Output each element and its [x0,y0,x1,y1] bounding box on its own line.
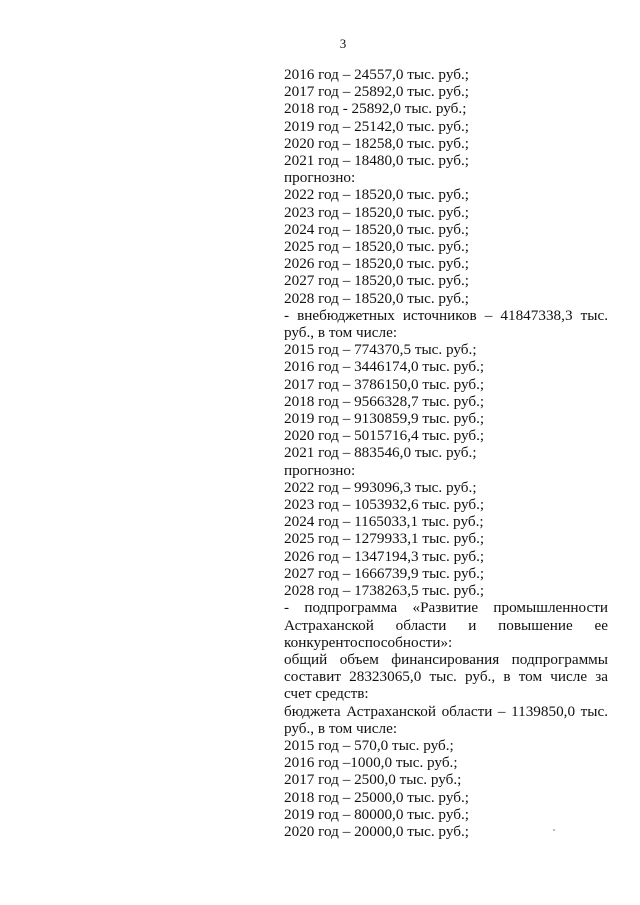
regional-budget-year-list [284,66,608,307]
list-item: 2024 год – 1165033,1 тыс. руб.; [284,513,484,531]
list-item: 2027 год – 1666739,9 тыс. руб.; [284,564,485,582]
list-item: 2016 год – 24557,0 тыс. руб.; [284,66,469,83]
list-item: 2026 год – 18520,0 тыс. руб.; [284,255,469,273]
list-item: 2019 год – 9130859,9 тыс. руб.; [284,410,485,428]
scan-speck [553,829,555,831]
forecast-label: прогнозно: [284,169,356,187]
list-item: 2015 год – 570,0 тыс. руб.; [284,736,454,754]
list-item: 2018 год – 25000,0 тыс. руб.; [284,788,469,806]
list-item: 2021 год – 18480,0 тыс. руб.; [284,152,469,170]
list-item: 2018 год - 25892,0 тыс. руб.; [284,100,467,118]
total-financing-paragraph: общий объем финансирования подпрограммы составит 28323065,0 тыс. руб., в том числе за счет средств: [284,650,608,703]
list-item: 2017 год – 25892,0 тыс. руб.; [284,83,469,101]
page-number: 3 [339,36,347,51]
list-item: 2028 год – 1738263,5 тыс. руб.; [284,582,485,600]
list-item: 2024 год – 18520,0 тыс. руб.; [284,220,469,238]
list-item: 2019 год – 80000,0 тыс. руб.; [284,805,469,823]
list-item: 2021 год – 883546,0 тыс. руб.; [284,444,477,462]
list-item: 2020 год – 5015716,4 тыс. руб.; [284,427,485,445]
list-item: 2017 год – 2500,0 тыс. руб.; [284,771,462,789]
list-item: 2017 год – 3786150,0 тыс. руб.; [284,375,485,393]
list-item: 2016 год – 3446174,0 тыс. руб.; [284,358,485,376]
list-item: 2025 год – 18520,0 тыс. руб.; [284,238,469,256]
list-item: 2019 год – 25142,0 тыс. руб.; [284,117,469,135]
list-item: 2018 год – 9566328,7 тыс. руб.; [284,392,485,410]
list-item: 2020 год – 18258,0 тыс. руб.; [284,134,469,152]
list-item: 2026 год – 1347194,3 тыс. руб.; [284,547,485,565]
list-item: 2025 год – 1279933,1 тыс. руб.; [284,530,485,548]
extrabudget-sources-paragraph: - внебюджетных источников – 41847338,3 тыс. руб., в том числе: [284,306,608,342]
list-item: 2028 год – 18520,0 тыс. руб.; [284,289,469,307]
regional-budget-paragraph: бюджета Астраханской области – 1139850,0 тыс. руб., в том числе: [284,702,608,737]
list-item: 2022 год – 993096,3 тыс. руб.; [284,478,477,496]
extrabudget-year-list [284,341,608,599]
subprogram-budget-year-list [284,737,608,840]
subprogram-paragraph: - подпрограмма «Развитие промышленности Астраханской области и повышение ее конкурентоспособности»: [284,599,608,651]
list-item: 2027 год – 18520,0 тыс. руб.; [284,272,469,290]
list-item: 2020 год – 20000,0 тыс. руб.; [284,822,469,840]
list-item: 2023 год – 1053932,6 тыс. руб.; [284,496,485,514]
forecast-label: прогнозно: [284,461,356,479]
list-item: 2023 год – 18520,0 тыс. руб.; [284,203,469,221]
list-item: 2016 год –1000,0 тыс. руб.; [284,754,458,772]
list-item: 2015 год – 774370,5 тыс. руб.; [284,341,477,359]
document-body [284,66,608,840]
list-item: 2022 год – 18520,0 тыс. руб.; [284,186,469,204]
